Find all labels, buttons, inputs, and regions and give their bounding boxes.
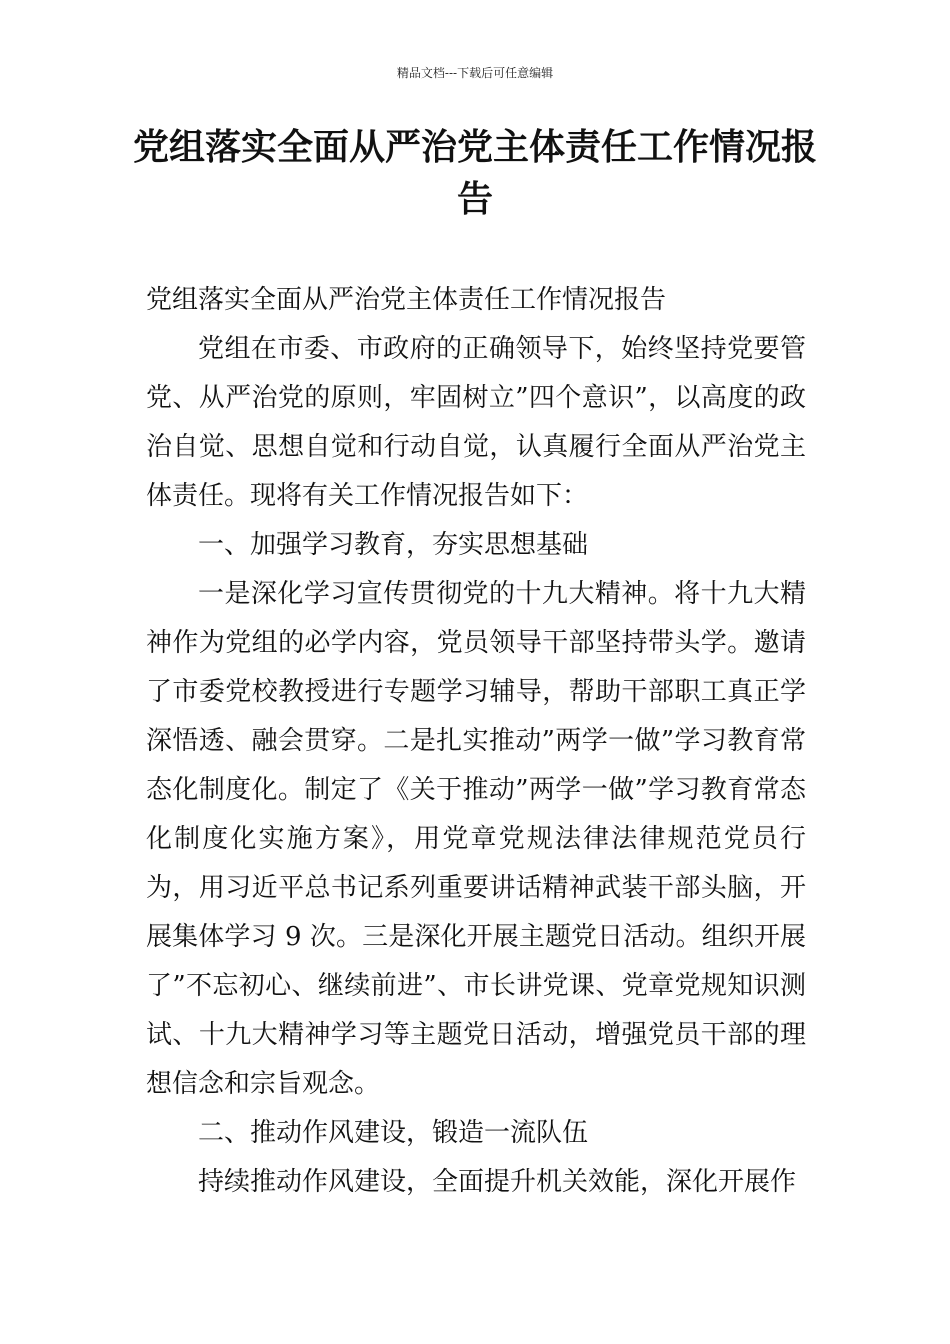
section-heading-2: 二、推动作风建设，锻造一流队伍 (198, 1118, 589, 1148)
document-title: 党组落实全面从严治党主体责任工作情况报告 (132, 127, 817, 220)
header-note: 精品文档---下载后可任意编辑 (396, 66, 554, 80)
paragraph-intro: 党组在市委、市政府的正确领导下，始终坚持党要管党、从严治党的原则，牢固树立”四个意识”，以高度的政治自觉、思想自觉和行动自觉，认真履行全面从严治党主体责任。现将有关工作情况报告如下： (146, 334, 806, 511)
paragraph-section-1: 一是深化学习宣传贯彻党的十九大精神。将十九大精神作为党组的必学内容，党员领导干部坚持带头学。邀请了市委党校教授进行专题学习辅导，帮助干部职工真正学深悟透、融会贯穿。二是扎实推动”两学一做”学习教育常态化制度化。制定了《关于推动”两学一做”学习教育常态化制度化实施方案》，用党章党规法律法律规范党员行为，用习近平总书记系列重要讲话精神武装干部头脑，开展集体学习 9 次。三是深化开展主题党日活动。组织开展了”不忘初心、继续前进”、市长讲党课、党章党规知识测试、十九大精神学习等主题党日活动，增强党员干部的理想信念和宗旨观念。 (146, 579, 806, 1099)
document-body (146, 276, 806, 1207)
paragraph-section-2: 持续推动作风建设，全面提升机关效能，深化开展作 (198, 1167, 797, 1197)
section-heading-1: 一、加强学习教育，夯实思想基础 (198, 530, 589, 560)
paragraph-subtitle: 党组落实全面从严治党主体责任工作情况报告 (146, 285, 667, 315)
